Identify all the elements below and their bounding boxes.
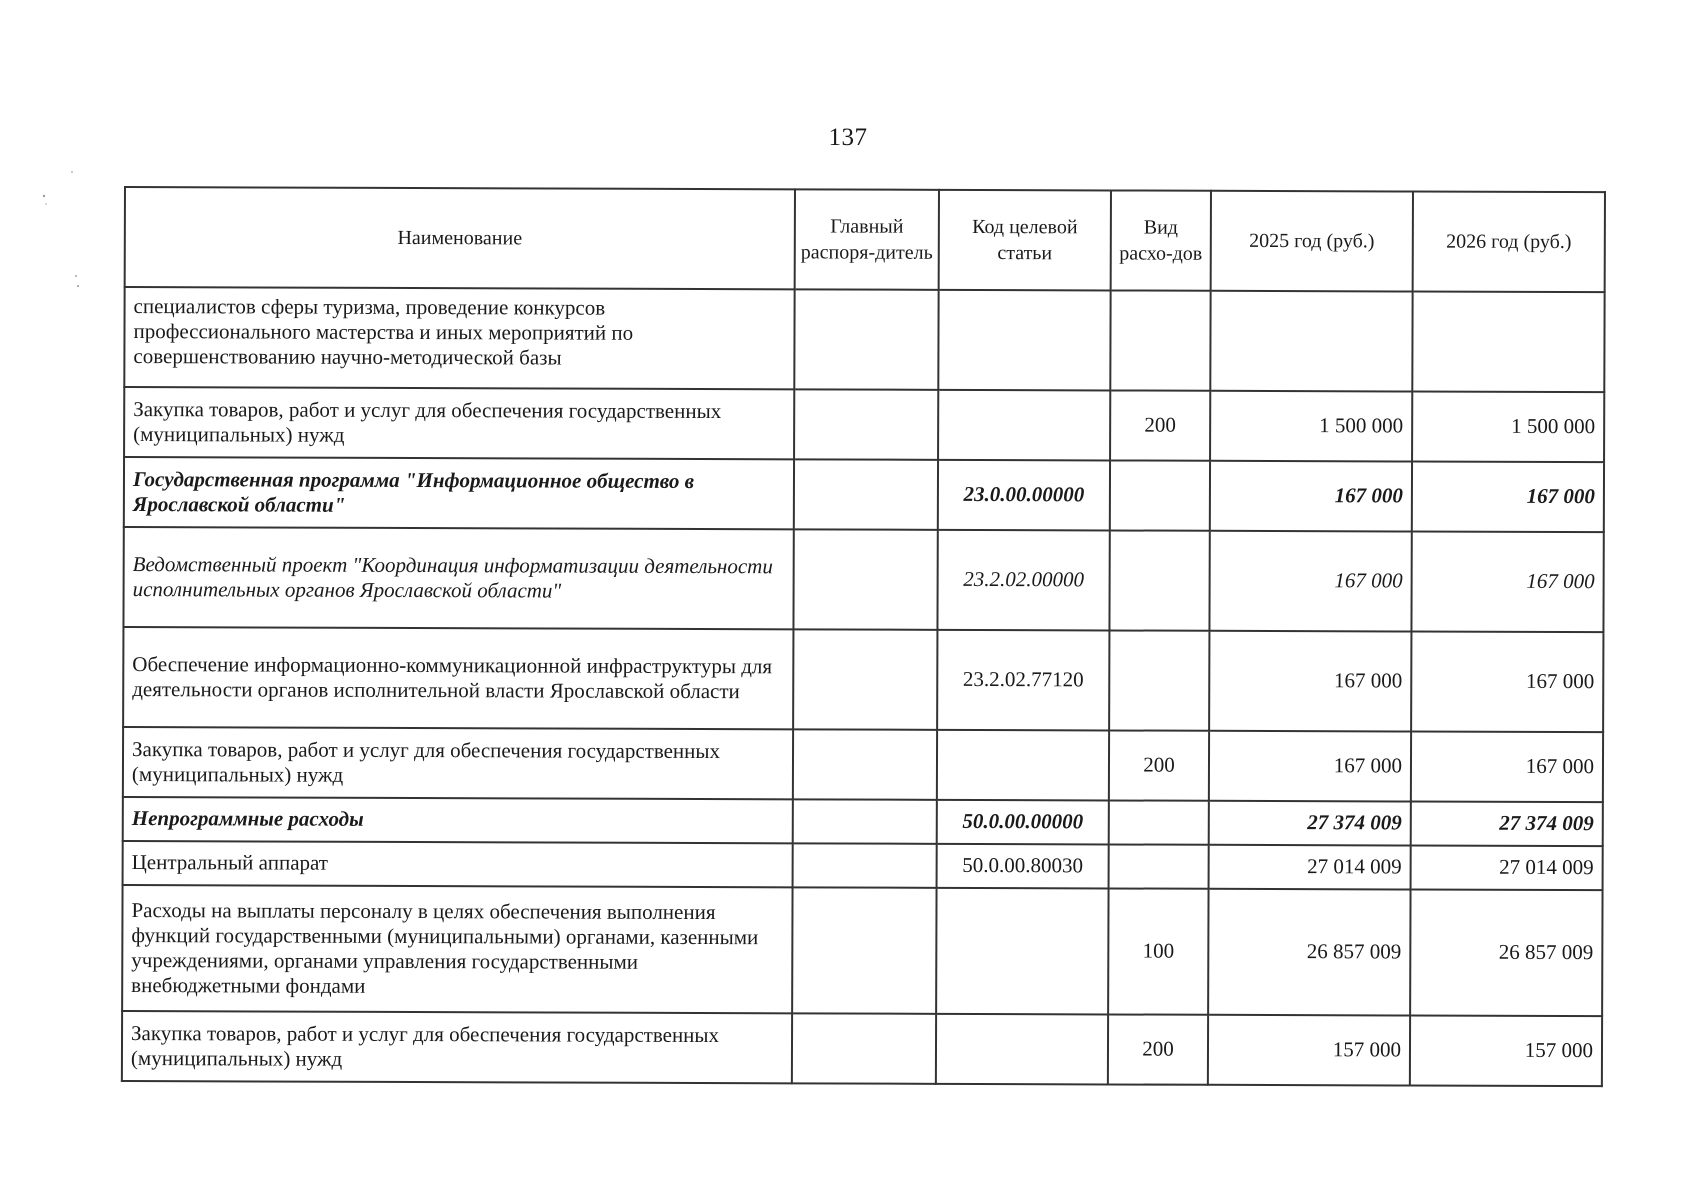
- header-distributor: Главный распоря-дитель: [795, 189, 939, 290]
- row-type: [1109, 630, 1209, 730]
- table-row: [124, 287, 1604, 392]
- row-code: 23.0.00.00000: [938, 460, 1110, 531]
- row-distributor: [794, 459, 938, 530]
- row-code: [938, 390, 1110, 461]
- row-2026: [1412, 291, 1604, 392]
- row-code: [936, 1014, 1108, 1085]
- row-name: Закупка товаров, работ и услуг для обеспечения государственных (муниципальных) нужд: [123, 727, 793, 799]
- row-name: Центральный аппарат: [123, 841, 793, 887]
- row-2025: 26 857 009: [1208, 889, 1410, 1016]
- row-2026: 167 000: [1411, 531, 1603, 632]
- row-name: Закупка товаров, работ и услуг для обеспечения государственных (муниципальных) нужд: [124, 387, 794, 459]
- row-code: [938, 290, 1110, 391]
- row-name: Государственная программа "Информационное общество в Ярославской области": [124, 457, 794, 529]
- row-distributor: [792, 887, 936, 1014]
- row-code: 50.0.00.80030: [937, 844, 1109, 889]
- row-2026: 26 857 009: [1410, 889, 1602, 1016]
- row-2025: 157 000: [1208, 1015, 1410, 1086]
- row-code: [937, 730, 1109, 801]
- row-distributor: [793, 799, 937, 844]
- row-type: 200: [1108, 1014, 1208, 1084]
- header-year-2026: 2026 год (руб.): [1413, 191, 1605, 292]
- row-type: [1109, 800, 1209, 844]
- row-2025: [1210, 291, 1412, 392]
- row-name: специалистов сферы туризма, проведение конкурсов профессионального мастерства и иных мероприятий по совершенствованию научно-методической базы: [124, 287, 794, 389]
- row-2026: 167 000: [1411, 631, 1603, 732]
- row-name: Расходы на выплаты персоналу в целях обеспечения выполнения функций государственными (муниципальными) органами, казенными учреждениями, органами управления государственными внебюджетными фондами: [122, 885, 792, 1013]
- table-row: [123, 627, 1603, 732]
- row-2026: 27 014 009: [1411, 845, 1603, 890]
- row-type: 100: [1108, 888, 1208, 1014]
- row-2025: 167 000: [1209, 731, 1411, 802]
- table-header-row: [125, 187, 1605, 292]
- page-number: 137: [828, 124, 868, 151]
- row-name: Закупка товаров, работ и услуг для обеспечения государственных (муниципальных) нужд: [122, 1011, 792, 1083]
- table-row-program: [123, 797, 1603, 846]
- row-name: Обеспечение информационно-коммуникационной инфраструктуры для деятельности органов исполнительной власти Ярославской области: [123, 627, 793, 729]
- table-row: [122, 1011, 1602, 1086]
- row-distributor: [794, 289, 938, 390]
- row-2025: 27 374 009: [1209, 801, 1411, 846]
- table-row-project: [123, 527, 1603, 632]
- row-2025: 1 500 000: [1210, 391, 1412, 462]
- row-code: 50.0.00.00000: [937, 800, 1109, 845]
- table-row-program: [124, 457, 1604, 532]
- header-expense-type: Вид расхо-дов: [1111, 190, 1211, 290]
- row-type: [1110, 460, 1210, 530]
- row-code: 23.2.02.77120: [937, 630, 1109, 731]
- row-2025: 167 000: [1209, 631, 1411, 732]
- row-code: [936, 888, 1108, 1015]
- row-type: [1110, 290, 1210, 390]
- row-2025: 167 000: [1209, 531, 1411, 632]
- row-2026: 167 000: [1412, 461, 1604, 532]
- row-distributor: [793, 729, 937, 800]
- header-target-code: Код целевой статьи: [939, 190, 1111, 291]
- table-row: [124, 387, 1604, 462]
- table-row: [123, 727, 1603, 802]
- row-2025: 167 000: [1210, 461, 1412, 532]
- table-row: [122, 885, 1602, 1016]
- header-year-2025: 2025 год (руб.): [1211, 191, 1413, 292]
- row-distributor: [793, 629, 937, 730]
- row-name: Непрограммные расходы: [123, 797, 793, 843]
- row-type: 200: [1110, 390, 1210, 460]
- row-type: [1109, 844, 1209, 888]
- row-2026: 1 500 000: [1412, 391, 1604, 462]
- row-distributor: [794, 389, 938, 460]
- row-type: [1109, 530, 1209, 630]
- row-distributor: [793, 843, 937, 888]
- row-2026: 27 374 009: [1411, 801, 1603, 846]
- row-2025: 27 014 009: [1209, 845, 1411, 890]
- row-2026: 167 000: [1411, 731, 1603, 802]
- row-distributor: [792, 1013, 936, 1084]
- table-row: [123, 841, 1603, 890]
- row-distributor: [793, 529, 937, 630]
- budget-table: [121, 186, 1606, 1087]
- row-name: Ведомственный проект "Координация информатизации деятельности исполнительных органов Ярославской области": [123, 527, 793, 629]
- row-2026: 157 000: [1410, 1015, 1602, 1086]
- header-name: Наименование: [125, 187, 795, 289]
- scan-speck-marks: [40, 170, 100, 310]
- row-code: 23.2.02.00000: [937, 530, 1109, 631]
- row-type: 200: [1109, 730, 1209, 800]
